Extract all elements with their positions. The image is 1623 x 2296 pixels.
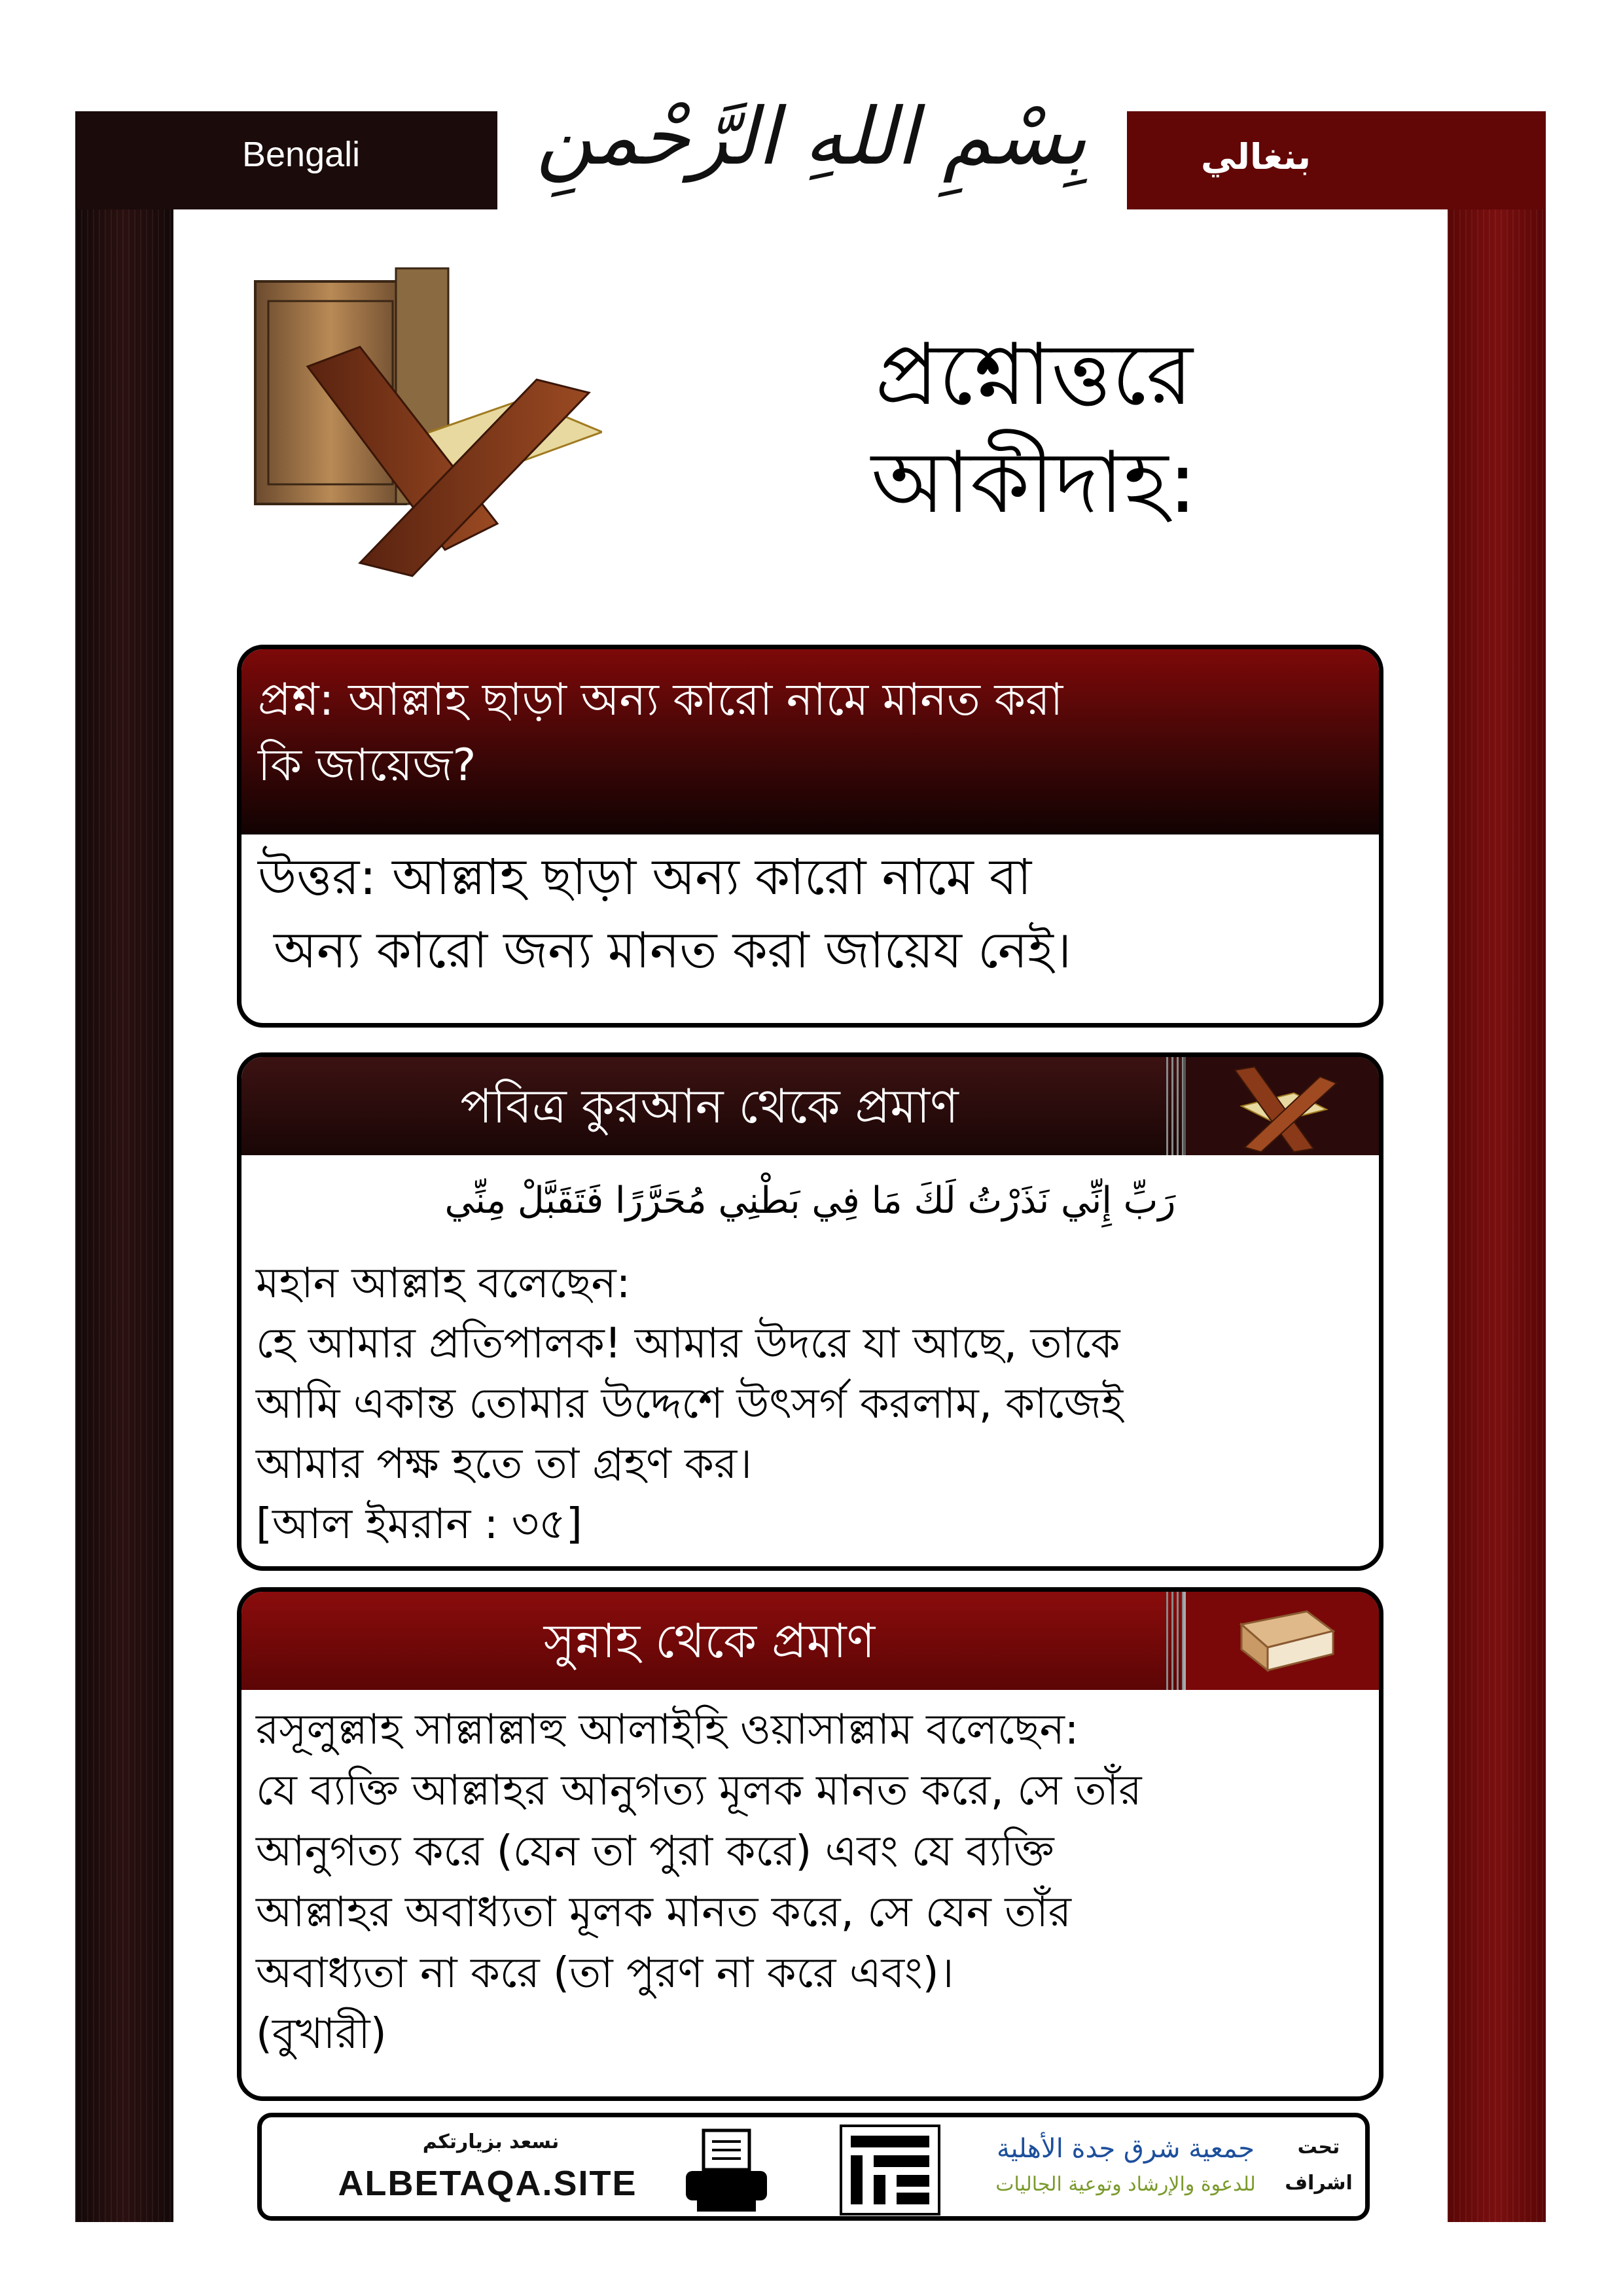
site-link[interactable]: ALBETAQA.SITE (338, 2164, 637, 2203)
quran-line-4: আমার পক্ষ হতে তা গ্রহণ কর। (256, 1440, 753, 1488)
question-line-2: কি জায়েজ? (258, 740, 476, 791)
quran-proof-header (241, 1057, 1379, 1155)
quran-proof-title: পবিত্র কুরআন থেকে প্রমাণ (460, 1079, 959, 1134)
title-line-2: আকীদাহ: (871, 433, 1197, 532)
organization-line-2: للدعوة والإرشاد وتوعية الجاليات (995, 2173, 1256, 2196)
visit-text: نسعد بزيارتكم (422, 2130, 560, 2153)
question-line-1: প্রশ্ন: আল্লাহ ছাড়া অন্য কারো নামে মানত করা (258, 674, 1063, 726)
hadith-line-1: রসূলুল্লাহ সাল্লাল্লাহু আলাইহি ওয়াসাল্লাম বলেছেন: (256, 1706, 1079, 1754)
quran-line-2: হে আমার প্রতিপালক! আমার উদরে যা আছে, তাকে (256, 1319, 1120, 1368)
quran-line-3: আমি একান্ত তোমার উদ্দেশে উৎসর্গ করলাম, কাজেই (256, 1380, 1124, 1428)
page-title (772, 321, 1296, 537)
answer-line-2: অন্য কারো জন্য মানত করা জায়েয নেই। (258, 921, 1071, 979)
book-icon (1192, 1592, 1369, 1690)
answer-text (258, 840, 1364, 987)
hadith-line-4: আল্লাহর অবাধ্যতা মূলক মানত করে, সে যেন তাঁর (256, 1888, 1072, 1937)
organization-name (995, 2129, 1257, 2201)
language-label-english: Bengali (242, 135, 361, 174)
question-answer-box (237, 645, 1383, 1028)
sunnah-proof-header (241, 1592, 1379, 1690)
hadith-line-5: অবাধ্যতা না করে (তা পুরণ না করে এবং)। (256, 1949, 954, 1998)
frame-left-bar (75, 111, 173, 2222)
organization-line-1: جمعية شرق جدة الأهلية (997, 2134, 1255, 2164)
language-label-arabic: بنغالي (1201, 136, 1311, 177)
quran-proof-tab (1183, 1057, 1379, 1155)
supervision-label (1276, 2129, 1361, 2201)
hadith-line-2: যে ব্যক্তি আল্লাহর আনুগত্য মূলক মানত করে, সে তাঁর (256, 1767, 1142, 1815)
question-text (258, 668, 1364, 798)
quran-stand-icon (1192, 1057, 1369, 1155)
hadith-line-3: আনুগত্য করে (যেন তা পুরা করে) এবং যে ব্যক্তি (256, 1827, 1054, 1876)
frame-right-bar (1448, 111, 1546, 2222)
hadith-reference: (বুখারী) (256, 2010, 387, 2058)
dawah-logo (838, 2123, 942, 2217)
quran-verse-arabic: رَبِّ إِنِّي نَذَرْتُ لَكَ مَا فِي بَطْنِي مُحَرَّرًا فَتَقَبَّلْ مِنِّي (444, 1179, 1176, 1222)
quran-stand-icon (249, 236, 602, 589)
bismillah-calligraphy: بِسْمِ اللهِ الرَّحْمنِ (536, 92, 1087, 183)
supervision-line-1: تحت (1297, 2136, 1340, 2159)
quran-line-1: মহান আল্লাহ বলেছেন: (256, 1259, 631, 1308)
header-right-tab (1127, 111, 1546, 209)
quran-proof-section (237, 1052, 1383, 1571)
footer-bar (257, 2113, 1370, 2221)
title-line-1: প্রশ্নোত্তরে (875, 325, 1193, 424)
hadith-text (256, 1700, 1368, 2065)
sunnah-proof-tab (1183, 1592, 1379, 1690)
sunnah-proof-section (237, 1587, 1383, 2101)
sunnah-proof-title: সুন্নাহ থেকে প্রমাণ (543, 1613, 876, 1668)
printer-icon[interactable] (681, 2125, 772, 2217)
answer-line-1: উত্তর: আল্লাহ ছাড়া অন্য কারো নামে বা (258, 848, 1032, 906)
quran-reference: [আল ইমরান : ৩৫] (256, 1500, 582, 1549)
question-header (241, 649, 1379, 834)
quran-verse-translation (256, 1253, 1368, 1554)
supervision-line-2: اشراف (1285, 2172, 1353, 2195)
